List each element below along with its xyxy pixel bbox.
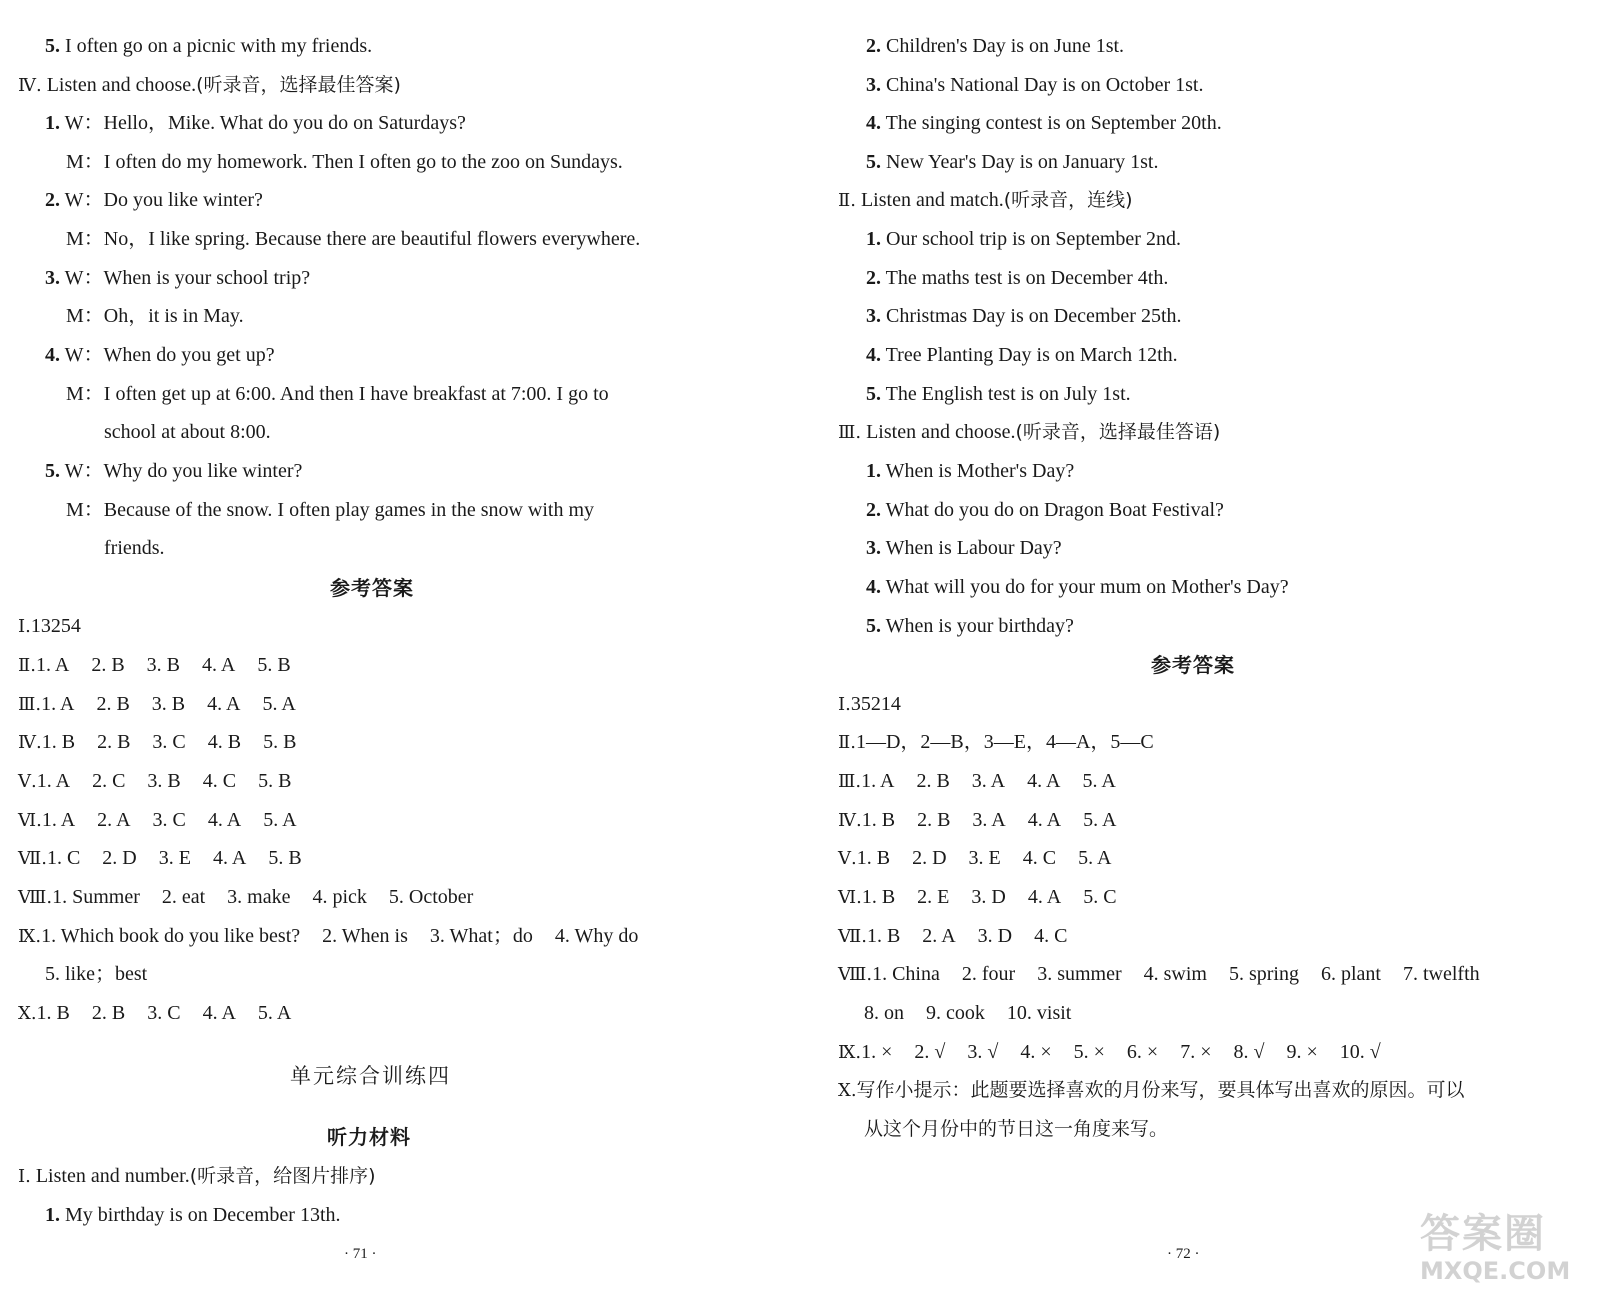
right-line-12: 1. When is Mother's Day? (866, 460, 1075, 482)
answer-row-iv: Ⅳ.1. B 2. B 3. C 4. B 5. B (18, 731, 297, 753)
left-tail-line-2: 1. My birthday is on December 13th. (45, 1204, 341, 1226)
right-line-1: 2. Children's Day is on June 1st. (866, 35, 1125, 57)
section-heading-iv: Ⅳ. Listen and choose.(听录音，选择最佳答案) (18, 74, 401, 96)
right-answer-row-viii: Ⅷ.1. China 2. four 3. summer 4. swim 5. spring 6. plant 7. twelfth (838, 963, 1480, 985)
watermark-logo (1420, 1211, 1570, 1291)
answer-row-ix-cont: 5. like；best (45, 963, 148, 985)
left-line-13: M：Because of the snow. I often play games in the snow with my (66, 499, 595, 521)
right-line-10: 5. The English test is on July 1st. (866, 383, 1131, 405)
answer-row-ix: Ⅸ.1. Which book do you like best? 2. When is 3. What；do 4. Why do (18, 925, 639, 947)
right-line-4: 5. New Year's Day is on January 1st. (866, 151, 1159, 173)
answer-row-v: Ⅴ.1. A 2. C 3. B 4. C 5. B (18, 770, 292, 792)
right-line-13: 2. What do you do on Dragon Boat Festival? (866, 499, 1224, 521)
page-number-72: · 72 · (1167, 1246, 1200, 1262)
left-line-9: 4. W：When do you get up? (45, 344, 275, 366)
watermark-url: MXQE.COM (1420, 1257, 1571, 1285)
right-line-8: 3. Christmas Day is on December 25th. (866, 305, 1182, 327)
right-answer-row-vi: Ⅵ.1. B 2. E 3. D 4. A 5. C (838, 886, 1117, 908)
right-line-15: 4. What will you do for your mum on Mother's Day? (866, 576, 1289, 598)
answer-heading-right: 参考答案 (1151, 653, 1235, 677)
listening-heading: 听力材料 (327, 1125, 411, 1149)
left-line-6: M：No，I like spring. Because there are beautiful flowers everywhere. (66, 228, 641, 250)
right-answer-row-x: Ⅹ.写作小提示：此题要选择喜欢的月份来写，要具体写出喜欢的原因。可以 (838, 1079, 1465, 1101)
left-line-10: M：I often get up at 6:00. And then I have breakfast at 7:00. I go to (66, 383, 609, 405)
left-line-8: M：Oh，it is in May. (66, 305, 244, 327)
left-line-5: 2. W：Do you like winter? (45, 189, 263, 211)
watermark-logo-text: 答案圈 (1420, 1211, 1546, 1257)
right-line-2: 3. China's National Day is on October 1st. (866, 74, 1204, 96)
section-heading-i-unit4: Ⅰ. Listen and number.(听录音，给图片排序) (18, 1165, 376, 1187)
section-heading-iii: Ⅲ. Listen and choose.(听录音，选择最佳答语) (838, 421, 1221, 443)
right-answer-row-iv: Ⅳ.1. B 2. B 3. A 4. A 5. A (838, 809, 1117, 831)
right-answer-row-viii-cont: 8. on 9. cook 10. visit (864, 1002, 1072, 1024)
right-answer-row-vii: Ⅶ.1. B 2. A 3. D 4. C (838, 925, 1068, 947)
right-page (800, 0, 1600, 1315)
page-number-71: · 71 · (344, 1246, 377, 1262)
unit-title: 单元综合训练四 (290, 1064, 451, 1088)
right-line-7: 2. The maths test is on December 4th. (866, 267, 1169, 289)
right-answer-row-iii: Ⅲ.1. A 2. B 3. A 4. A 5. A (838, 770, 1116, 792)
right-line-9: 4. Tree Planting Day is on March 12th. (866, 344, 1178, 366)
right-line-6: 1. Our school trip is on September 2nd. (866, 228, 1181, 250)
left-line-1: 5. I often go on a picnic with my friends. (45, 35, 373, 57)
right-answer-row-ii: Ⅱ.1—D，2—B，3—E，4—A，5—C (838, 731, 1154, 753)
right-answer-row-ix: Ⅸ.1. × 2. √ 3. √ 4. × 5. × 6. × 7. × 8. √ 9. × 10. √ (838, 1041, 1381, 1063)
answer-row-i: Ⅰ.13254 (18, 615, 81, 637)
right-line-14: 3. When is Labour Day? (866, 537, 1062, 559)
right-answer-row-i: Ⅰ.35214 (838, 693, 901, 715)
left-line-11: school at about 8:00. (104, 421, 271, 443)
right-answer-row-v: Ⅴ.1. B 2. D 3. E 4. C 5. A (838, 847, 1112, 869)
left-line-4: M：I often do my homework. Then I often go to the zoo on Sundays. (66, 151, 623, 173)
answer-row-vi: Ⅵ.1. A 2. A 3. C 4. A 5. A (18, 809, 297, 831)
section-heading-ii: Ⅱ. Listen and match.(听录音，连线) (838, 189, 1133, 211)
answer-heading-left: 参考答案 (330, 576, 414, 600)
left-line-7: 3. W：When is your school trip? (45, 267, 311, 289)
answer-row-x: Ⅹ.1. B 2. B 3. C 4. A 5. A (18, 1002, 292, 1024)
answer-row-iii: Ⅲ.1. A 2. B 3. B 4. A 5. A (18, 693, 296, 715)
left-line-12: 5. W：Why do you like winter? (45, 460, 303, 482)
right-answer-row-x-cont: 从这个月份中的节日这一角度来写。 (864, 1118, 1169, 1140)
left-line-3: 1. W：Hello，Mike. What do you do on Saturdays? (45, 112, 466, 134)
answer-row-vii: Ⅶ.1. C 2. D 3. E 4. A 5. B (18, 847, 302, 869)
right-line-3: 4. The singing contest is on September 20th. (866, 112, 1222, 134)
left-line-14: friends. (104, 537, 165, 559)
answer-row-ii: Ⅱ.1. A 2. B 3. B 4. A 5. B (18, 654, 291, 676)
right-line-16: 5. When is your birthday? (866, 615, 1074, 637)
answer-row-viii: Ⅷ.1. Summer 2. eat 3. make 4. pick 5. October (18, 886, 474, 908)
